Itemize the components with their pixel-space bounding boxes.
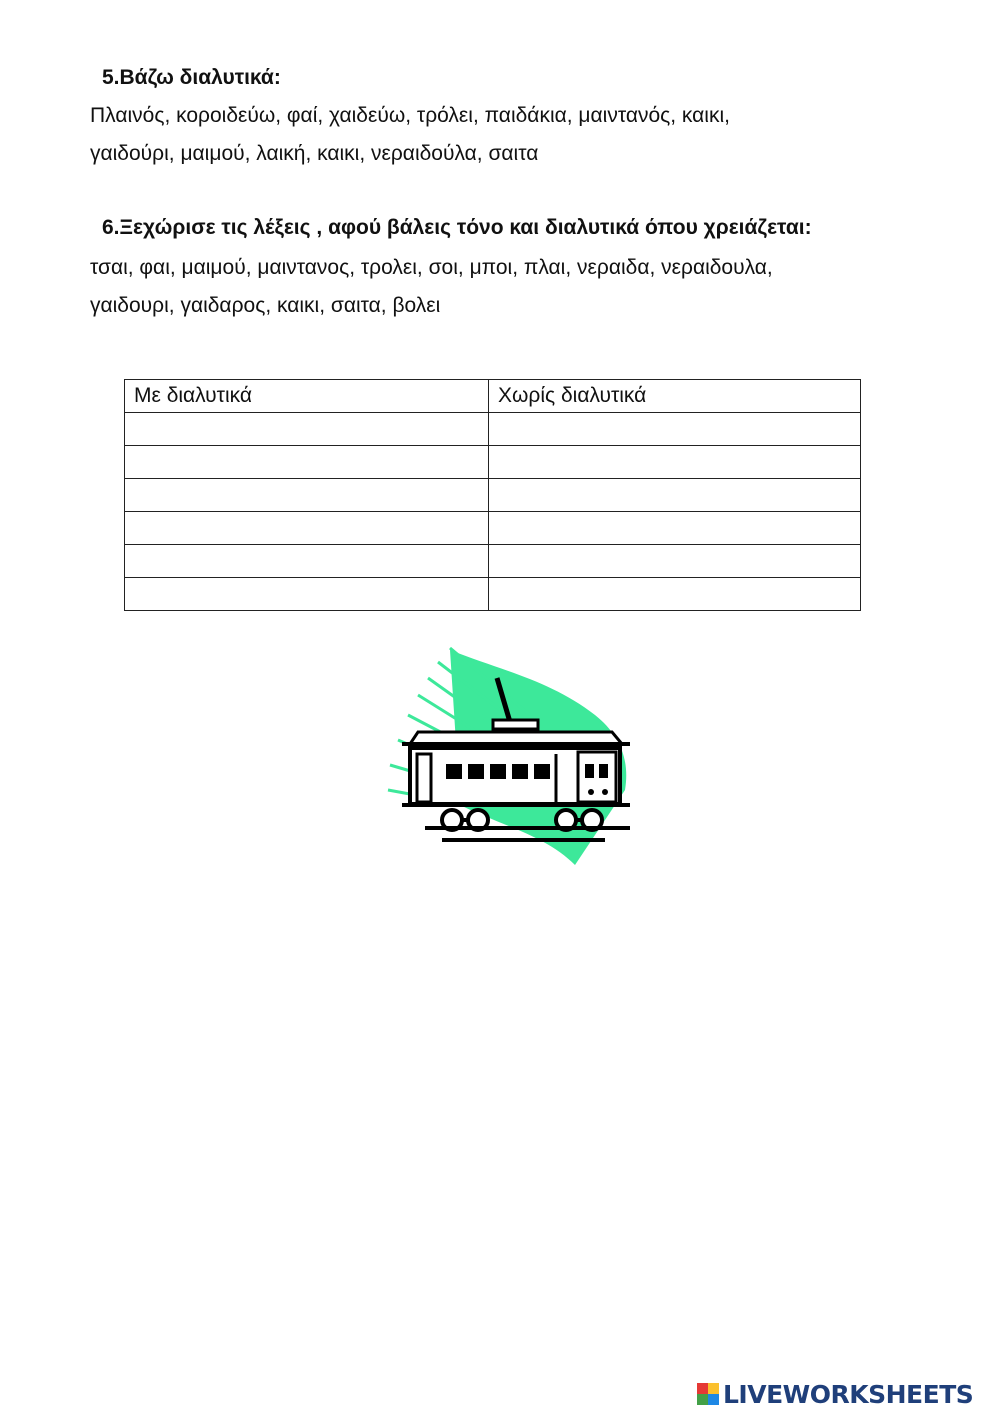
answer-cell-with-diaeresis[interactable] bbox=[125, 479, 489, 512]
exercise-5-line-2: γαιδούρι, μαιμού, λαική, καικι, νεραιδούλα, σαιτα bbox=[90, 142, 539, 165]
exercise-5-word-list bbox=[90, 97, 730, 173]
table-row bbox=[125, 578, 861, 611]
answer-cell-with-diaeresis[interactable] bbox=[125, 413, 489, 446]
answer-cell-without-diaeresis[interactable] bbox=[489, 413, 861, 446]
table-row bbox=[125, 545, 861, 578]
column-header-with-diaeresis: Με διαλυτικά bbox=[125, 380, 489, 413]
exercise-6-heading: 6.Ξεχώρισε τις λέξεις , αφού βάλεις τόνο και διαλυτικά όπου χρειάζεται: bbox=[102, 216, 812, 239]
answer-cell-with-diaeresis[interactable] bbox=[125, 512, 489, 545]
answer-cell-without-diaeresis[interactable] bbox=[489, 545, 861, 578]
table-body bbox=[125, 413, 861, 611]
column-header-without-diaeresis: Χωρίς διαλυτικά bbox=[489, 380, 861, 413]
table-row bbox=[125, 446, 861, 479]
exercise-6-line-1: τσαι, φαι, μαιμού, μαιντανος, τρολει, σοι, μποι, πλαι, νεραιδα, νεραιδουλα, bbox=[90, 256, 773, 279]
answer-cell-without-diaeresis[interactable] bbox=[489, 578, 861, 611]
table-row bbox=[125, 413, 861, 446]
table-row bbox=[125, 512, 861, 545]
answer-cell-without-diaeresis[interactable] bbox=[489, 446, 861, 479]
exercise-6-line-2: γαιδουρι, γαιδαρος, καικι, σαιτα, βολει bbox=[90, 294, 441, 317]
exercise-5-line-1: Πλαινός, κοροιδεύω, φαί, χαιδεύω, τρόλει, παιδάκια, μαιντανός, καικι, bbox=[90, 104, 730, 127]
answer-cell-without-diaeresis[interactable] bbox=[489, 512, 861, 545]
liveworksheets-wordmark: LIVEWORKSHEETS bbox=[723, 1379, 974, 1409]
liveworksheets-logo bbox=[697, 1380, 973, 1408]
exercise-6-word-list bbox=[90, 249, 773, 325]
exercise-5-heading: 5.Βάζω διαλυτικά: bbox=[102, 66, 281, 89]
answer-cell-with-diaeresis[interactable] bbox=[125, 545, 489, 578]
tram-icon bbox=[380, 640, 640, 870]
answer-cell-with-diaeresis[interactable] bbox=[125, 446, 489, 479]
table-row bbox=[125, 479, 861, 512]
sorting-table bbox=[124, 379, 861, 611]
answer-cell-without-diaeresis[interactable] bbox=[489, 479, 861, 512]
liveworksheets-mark-icon bbox=[697, 1383, 719, 1405]
answer-cell-with-diaeresis[interactable] bbox=[125, 578, 489, 611]
table-header-row bbox=[125, 380, 861, 413]
